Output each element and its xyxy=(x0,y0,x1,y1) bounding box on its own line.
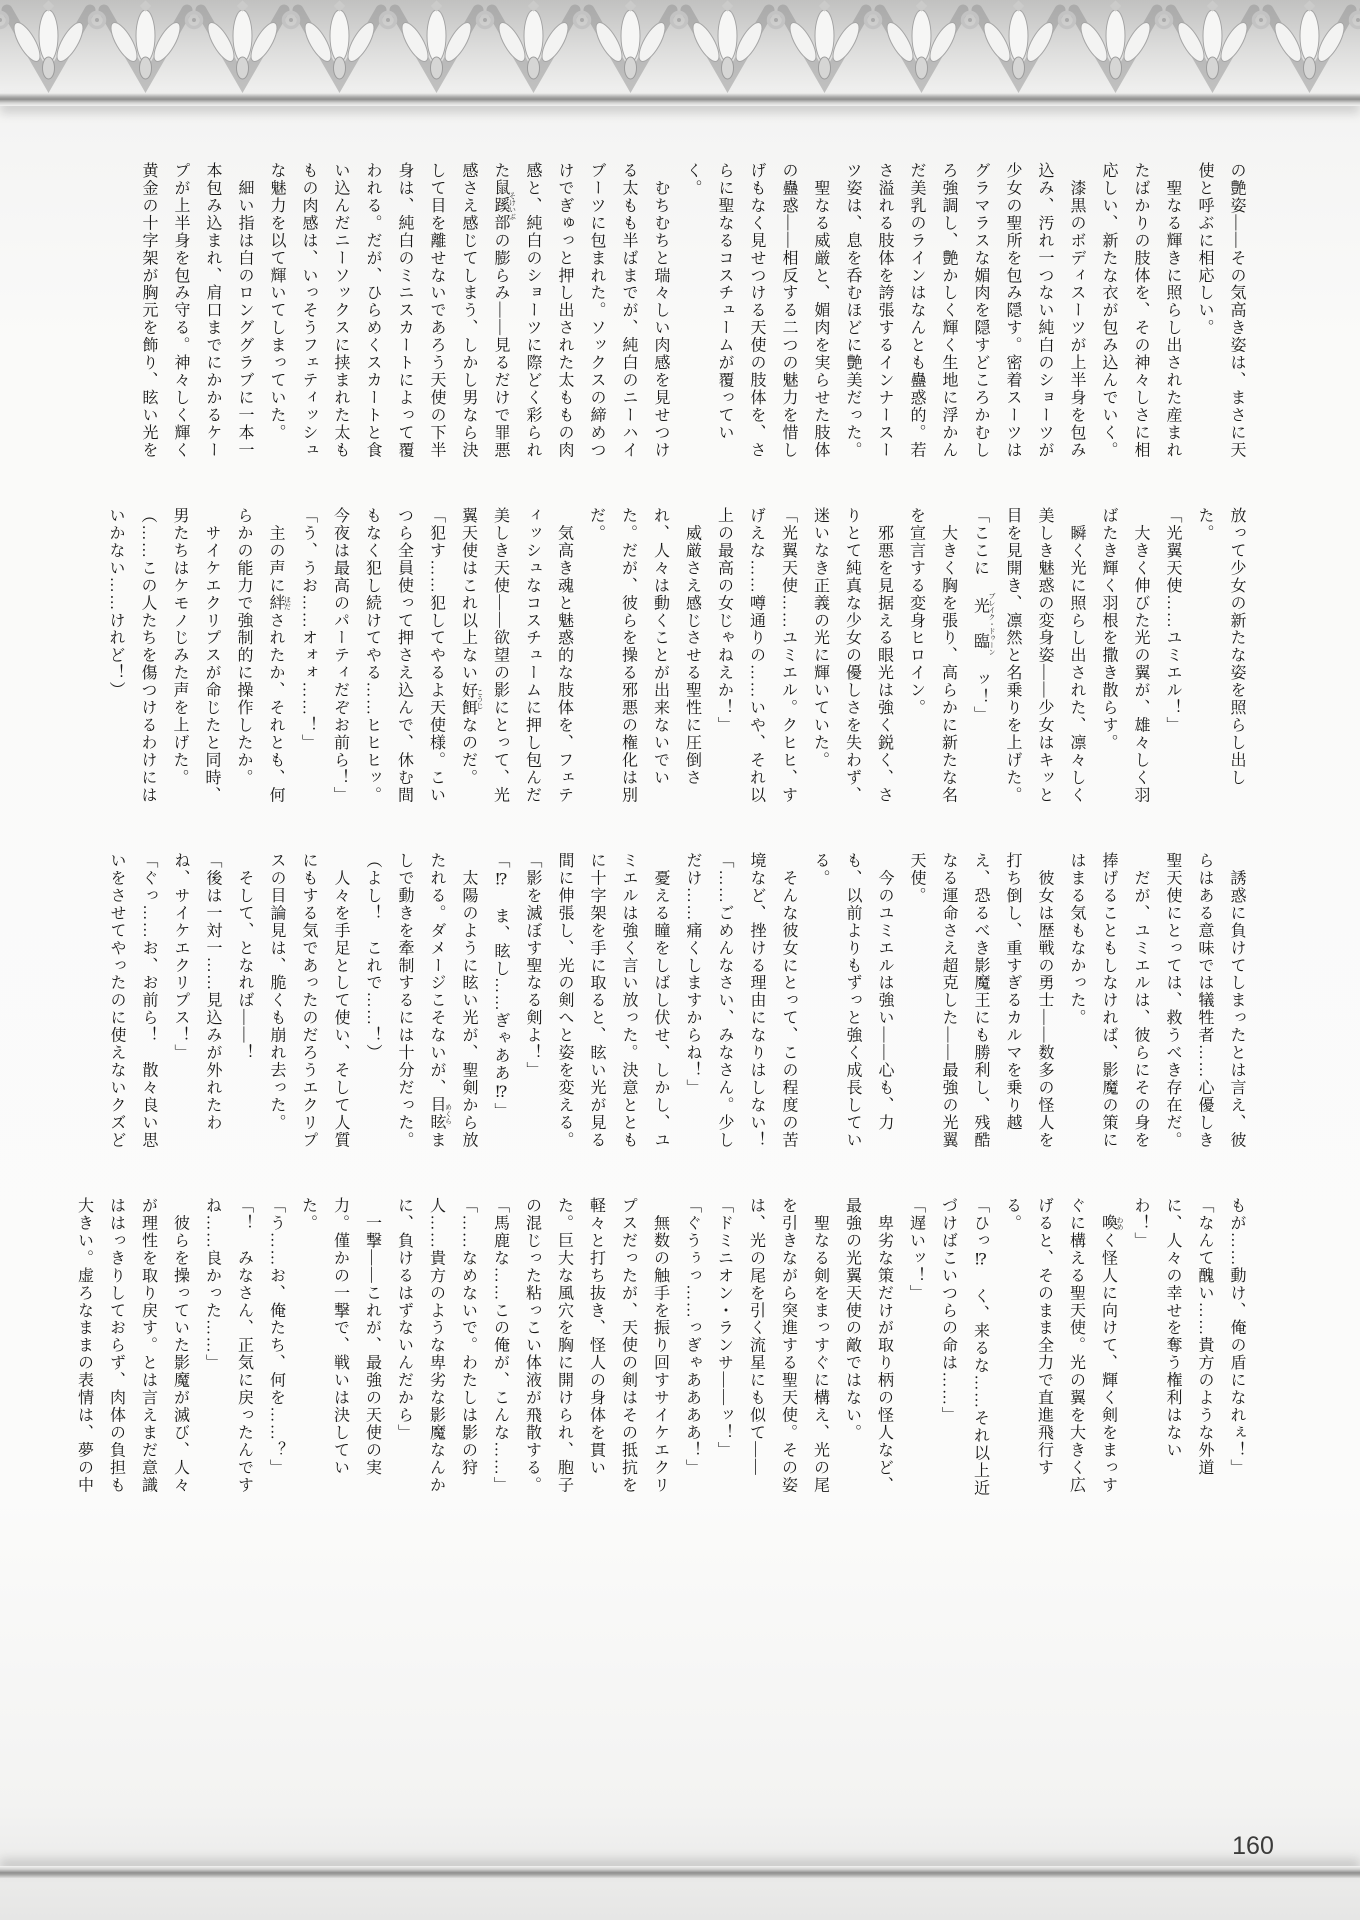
paragraph: 威厳さえ感じさせる聖性に圧倒され、人々は動くことが出来ないでいた。だが、彼らを操る邪悪の権化は別だ。 xyxy=(587,507,701,804)
paragraph: 放って少女の新たな姿を照らし出した。 xyxy=(1196,507,1245,787)
paragraph: 喚 わめく怪人に向けて、輝く剣をまっすぐに構える聖天使。光の翼を大きく広げると、そのまま全力で直進飛行する。 xyxy=(1003,1197,1124,1494)
paragraph: 気高き魂と魅惑的な肢体を、フェティッシュなコスチュームに押し包んだ美しき天使――欲望の影にとって、光翼天使はこれ以上ない好餌 こうじなのだ。 xyxy=(459,507,573,804)
paragraph: 「犯す……犯してやるよ天使様。こいつら全員使って押さえ込んで、休む間もなく犯し続けてやる……ヒヒヒッ。今夜は最高のパーティだぞお前ら！」 xyxy=(331,507,445,804)
paragraph: 瞬く光に照らし出された、凛々しく美しき魅惑の変身姿――少女はキッと目を見開き、凛然と名乗りを上げた。 xyxy=(1004,507,1085,804)
paragraph: むちむちと瑞々しい肉感を見せつける太もも半ばまでが、純白のニーハイブーツに包まれた。ソックスの締めつけでぎゅっと押し出された太ももの肉感と、純白のショーツに際どく彩られた鼠蹊部 そけいぶの膨らみ――見るだけで罪悪感さえ感じてしまう、しかし男なら決して目を離せないであろう天使の下半身は、純白のミニスカートによって覆われる。だが、ひらめくスカートと食い込んだニーソックスに挟まれた太ももの肉感は、いっそうフェティッシュな魅力を以て輝いてしまっていた。 xyxy=(268,162,669,459)
paragraph: 「影を滅ぼす聖なる剣よ！」 xyxy=(524,852,541,1079)
paragraph: そんな彼女にとって、この程度の苦境など、挫ける理由になりはしない！ xyxy=(748,852,797,1149)
paragraph: 聖なる輝きに照らし出された産まれたばかりの肢体を、その神々しさに相応しい、新たな衣が包み込んでいく。 xyxy=(1100,162,1181,459)
paragraph: 彼らを操っていた影魔が滅び、人々が理性を取り戻す。とは言えまだ意識ははっきりしておらず、肉体の負担も大きい。虚ろなままの表情は、夢の中 xyxy=(75,1197,189,1494)
paragraph: 「なんて醜い……貴方のような外道に、人々の幸せを奪う権利はないわ！」 xyxy=(1132,1197,1213,1477)
paragraph: だが、ユミエルは、彼らにその身を捧げることもしなければ、影魔の策にはまる気もなかった。 xyxy=(1068,852,1149,1149)
frieze-ornament-top xyxy=(0,0,1360,94)
paragraph: 「ひっ⁉ く、来るな……それ以上近づけばこいつらの命は……」 xyxy=(939,1197,989,1497)
paragraph: 「光翼天使……ユミエル！」 xyxy=(1164,507,1181,734)
text-block-3 xyxy=(108,852,1252,1155)
text-block-2 xyxy=(107,507,1252,810)
paragraph: 聖なる剣をまっすぐに構え、光の尾を引きながら突進する聖天使。その姿は、光の尾を引く流星にも似て―― xyxy=(747,1197,829,1494)
furigana-annotated-text: 光 臨 ブレイク・ドゥーン xyxy=(971,592,996,656)
paragraph: 邪悪を見据える眼光は強く鋭く、さりとて純真な少女の優しさを失わず、迷いなき正義の光に輝いていた。 xyxy=(811,507,893,804)
paragraph: 「ぐうぅっ……っぎゃああああ！」 xyxy=(683,1197,701,1477)
furigana-annotated-text: 絆 ほだ xyxy=(267,594,292,612)
paragraph: 人々を手足として使い、そして人質にもする気であったのだろうエクリプスの目論見は、脆くも崩れ去った。 xyxy=(268,852,349,1149)
furigana-annotated-text: 好餌 こうじ xyxy=(459,681,484,717)
paragraph: 「馬鹿な……この俺が、こんな……」 xyxy=(491,1197,509,1494)
paragraph: （よし！ これで……！） xyxy=(364,852,381,1062)
paragraph: そして、となれば――！ xyxy=(236,852,253,1062)
paragraph: 「……なめないで。わたしは影の狩人……貴方のような卑劣な影魔なんかに、負けるはずないんだから」 xyxy=(395,1197,477,1494)
paragraph: 大きく伸びた光の翼が、雄々しく羽ばたき輝く羽根を撒き散らす。 xyxy=(1100,507,1149,804)
paragraph: 彼女は歴戦の勇士――数多の怪人を打ち倒し、重すぎるカルマを乗り越え、恐るべき影魔王にも勝利し、残酷なる運命さえ超克した――最強の光翼天使。 xyxy=(908,852,1053,1149)
paragraph: の艶姿――その気高き姿は、まさに天使と呼ぶに相応しい。 xyxy=(1196,162,1245,459)
paragraph: 「ぐっ……お、お前ら！ 散々良い思いをさせてやったのに使えないクズど xyxy=(108,852,157,1149)
furigana-annotated-text: 鼠蹊部 そけいぶ xyxy=(492,179,517,232)
paragraph: サイケエクリプスが命じたと同時、男たちはケモノじみた声を上げた。 xyxy=(171,507,220,804)
paragraph: 「……ごめんなさい、みなさん。少しだけ……痛くしますからね！」 xyxy=(684,852,733,1149)
border-rule-top xyxy=(0,93,1360,106)
paragraph: 「ドミニオン・ランサ――ッ！」 xyxy=(715,1197,733,1459)
paragraph: 「ここに 光 臨 ブレイク・ドゥーン ッ！」 xyxy=(971,507,996,724)
paragraph: 「後は一対一……見込みが外れたわね、サイケエクリプス！」 xyxy=(172,852,221,1132)
paragraph: 一撃――これが、最強の天使の実力。僅かの一撃で、戦いは決していた。 xyxy=(299,1197,381,1477)
paragraph: 今のユミエルは強い――心も、力も、以前よりもずっと強く成長している。 xyxy=(812,852,893,1149)
paragraph: 「う……お、俺たち、何を……？」 xyxy=(267,1197,285,1477)
paragraph: 大きく胸を張り、高らかに新たな名を宣言する変身ヒロイン。 xyxy=(907,507,957,804)
paragraph: 「⁉ ま、眩し……ぎゃああ⁉」 xyxy=(492,852,509,1120)
paragraph: 「う、うお……オォォ……！」 xyxy=(299,507,317,752)
frieze-ornament-bottom xyxy=(0,1878,1360,1920)
text-block-4 xyxy=(75,1197,1252,1500)
paragraph: 細い指は白のロンググラブに一本一本包み込まれ、肩口までにかかるケープが上半身を包み守る。神々しく輝く黄金の十字架が胸元を飾り、眩い光を xyxy=(140,162,253,459)
paragraph: 憂える瞳をしばし伏せ、しかし、ユミエルは強く言い放った。決意とともに十字架を手に取ると、眩い光が見る間に伸張し、光の剣へと姿を変える。 xyxy=(556,852,669,1149)
paragraph: 「光翼天使……ユミエル。クヒヒ、すげえな……噂通りの……いや、それ以上の最高の女じゃねえか！」 xyxy=(715,507,797,804)
paragraph: もが……動け、俺の盾になれぇ！」 xyxy=(1228,1197,1245,1477)
paragraph: 「！ みなさん、正気に戻ったんですね……良かった……」 xyxy=(203,1197,253,1494)
furigana-annotated-text: 喚 わめ xyxy=(1099,1214,1124,1232)
paragraph: 「遅いッ！」 xyxy=(907,1197,925,1302)
ornamental-border-top xyxy=(0,0,1360,108)
paragraph: 無数の触手を振り回すサイケエクリプスだったが、天使の剣はその抵抗を軽々と打ち抜き、怪人の身体を貫いた。巨大な風穴を胸に開けられ、胞子の混じった粘っこい体液が飛散する。 xyxy=(523,1197,669,1494)
page-number: 160 xyxy=(1232,1832,1274,1860)
paragraph: 主の声に絆 ほだされたか、それとも、何らかの能力で強制的に操作したか。 xyxy=(235,507,292,804)
paragraph: 聖なる威厳と、媚肉を実らせた肢体の蠱惑――相反する二つの魅力を惜しげもなく見せつける天使の肢体を、さらに聖なるコスチュームが覆っていく。 xyxy=(684,162,829,459)
paragraph: 太陽のように眩い光が、聖剣から放たれる。ダメージこそないが、目眩 めくらましで動きを牽制するには十分だった。 xyxy=(396,852,477,1149)
paragraph: 漆黒のボディスーツが上半身を包み込み、汚れ一つない純白のショーツが少女の聖所を包み隠す。密着スーツはグラマラスな媚肉を隠すどころかむしろ強調し、艶かしく輝く生地に浮かんだ美乳のラインはなんとも蠱惑的。若さ溢れる肢体を誇張するインナースーツ姿は、息を呑むほどに艶美だった。 xyxy=(844,162,1085,459)
text-block-1 xyxy=(132,162,1252,465)
paragraph: 卑劣な策だけが取り柄の怪人など、最強の光翼天使の敵ではない。 xyxy=(843,1197,893,1494)
furigana-annotated-text: 目眩 めくら xyxy=(428,1096,453,1132)
paragraph: 誘惑に負けてしまったとは言え、彼らはある意味では犠牲者……心優しき聖天使にとっては、救うべき存在だ。 xyxy=(1164,852,1245,1149)
paragraph: （……この人たちを傷つけるわけにはいかない……けれど！） xyxy=(107,507,156,804)
ornamental-border-bottom xyxy=(0,1866,1360,1920)
